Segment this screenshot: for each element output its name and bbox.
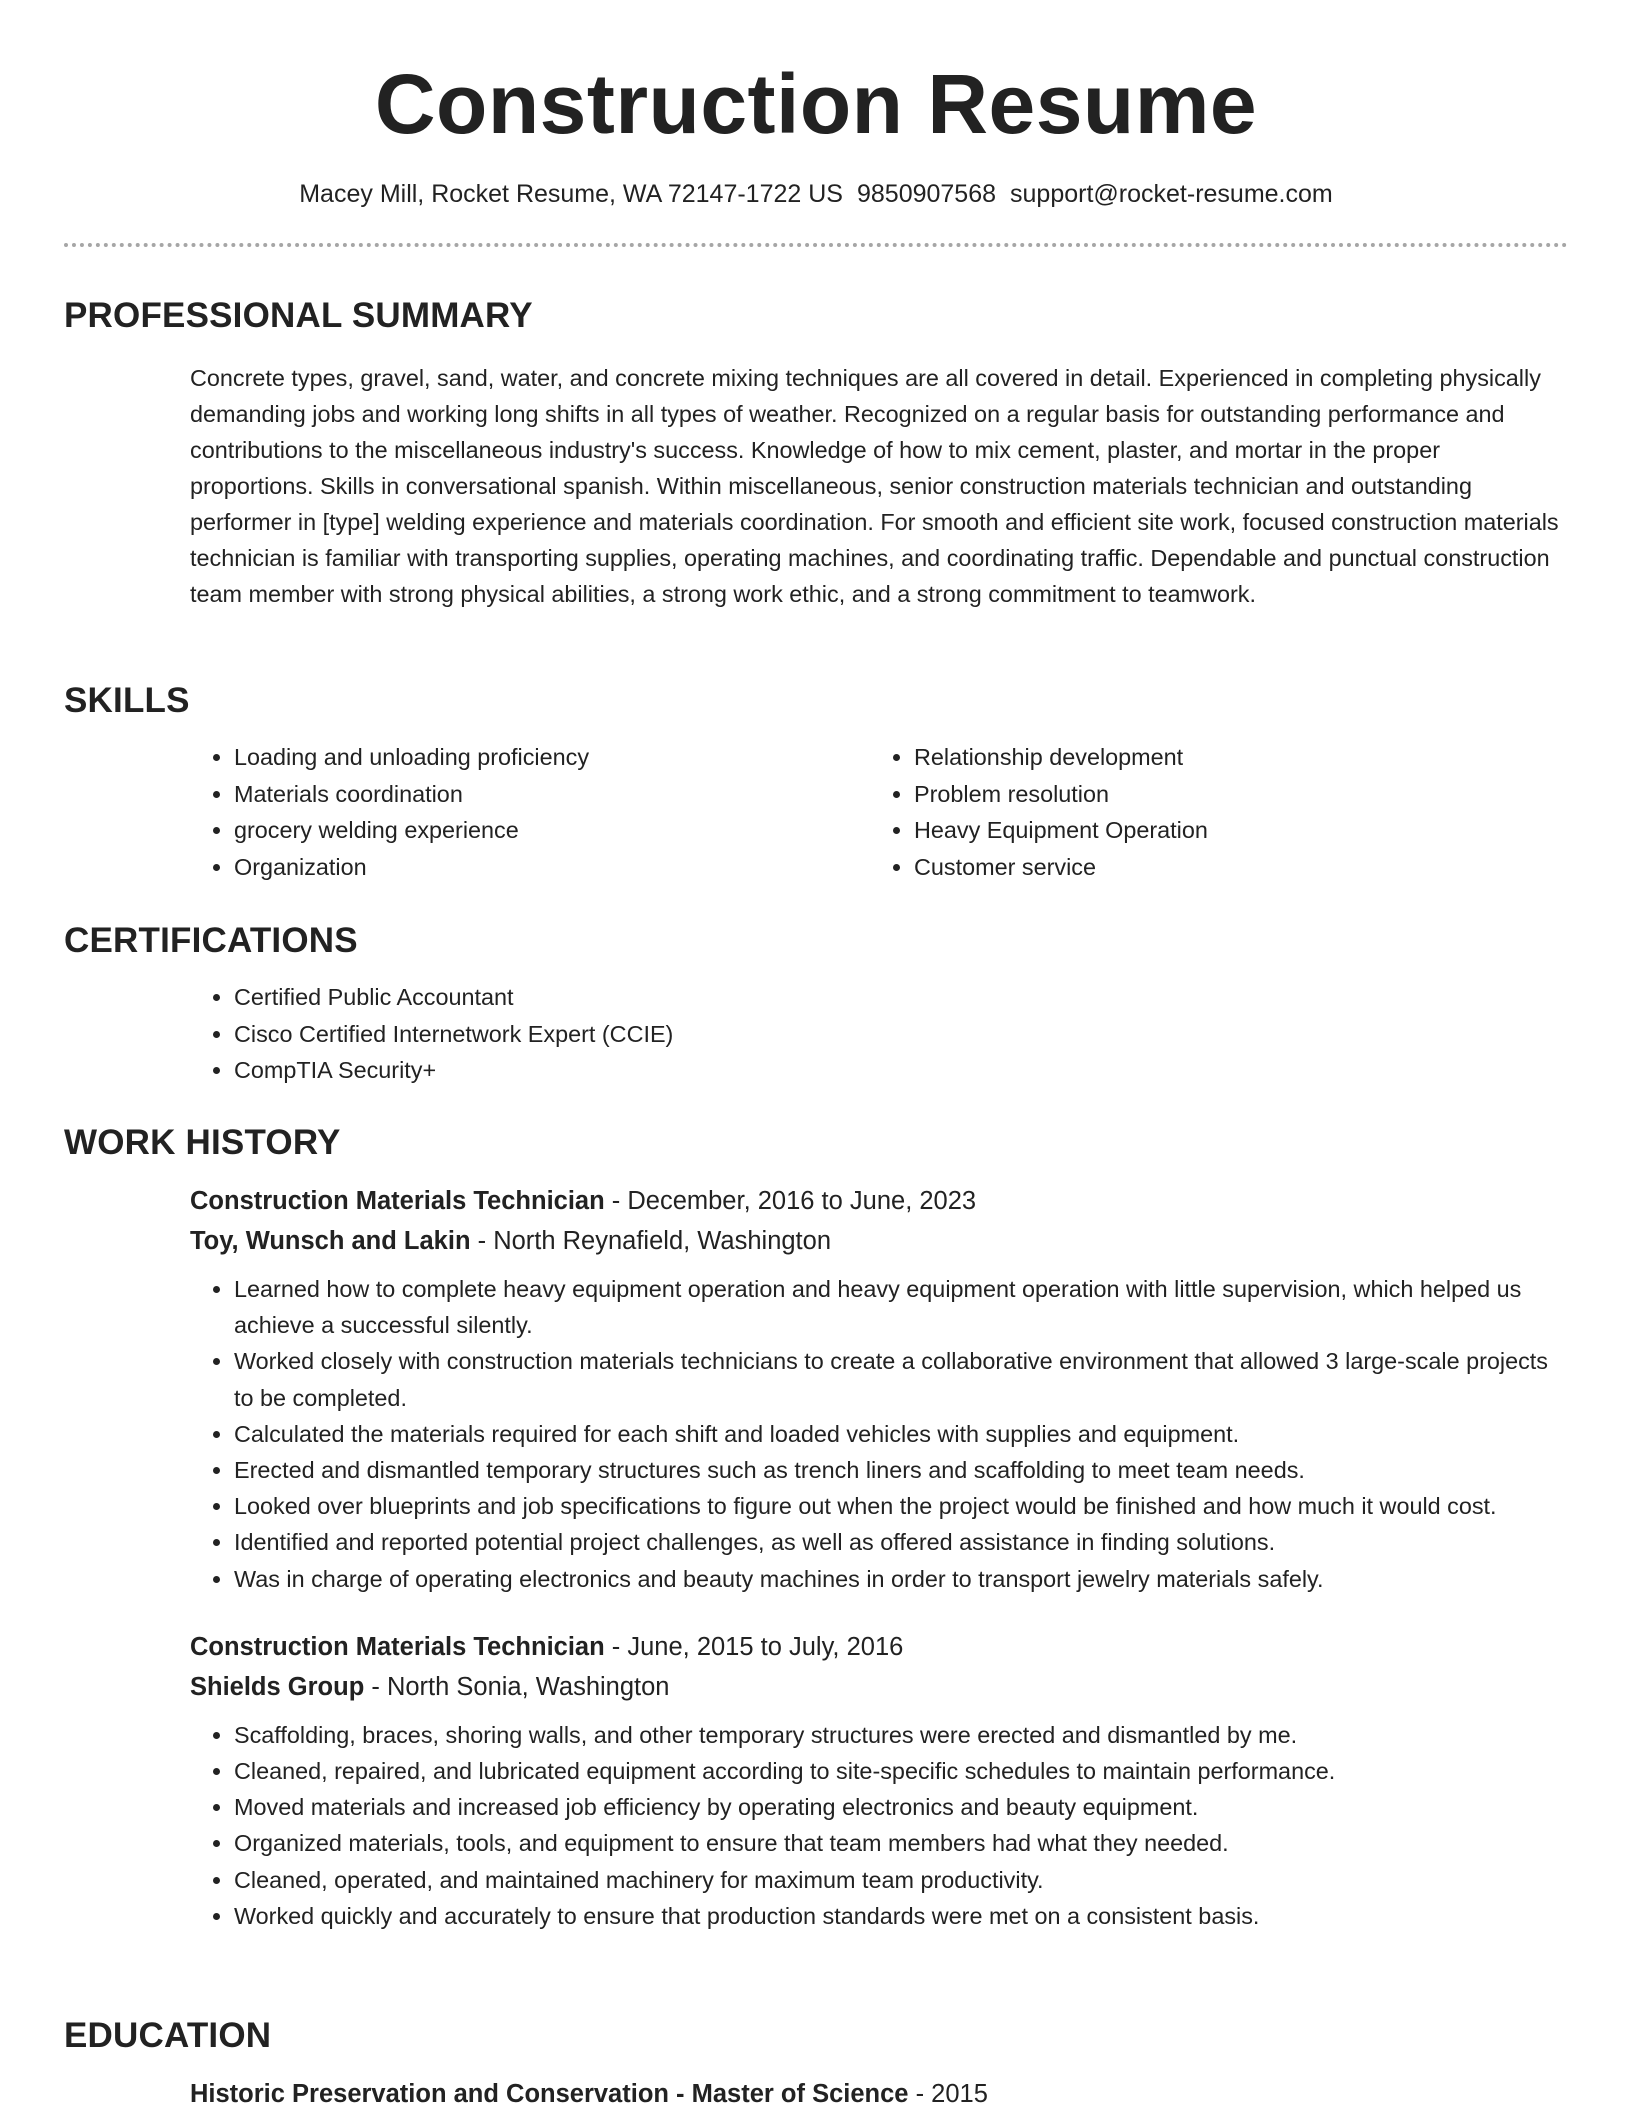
job-title-line: [190, 1181, 1568, 1221]
contact-address: Macey Mill, Rocket Resume, WA 72147-1722 US: [299, 180, 843, 208]
certifications-list: [64, 979, 1568, 1089]
skill-item: • Heavy Equipment Operation: [914, 812, 1424, 849]
job-bullet: • Learned how to complete heavy equipment operation and heavy equipment operation with little supervision, which helped us achieve a successful silently.: [234, 1271, 1568, 1343]
skill-item: • Customer service: [914, 849, 1424, 886]
job-entry: [190, 1181, 1568, 1597]
education-year: - 2015: [908, 2080, 988, 2108]
contact-phone: 9850907568: [856, 180, 997, 208]
job-bullet-list: [190, 1271, 1568, 1597]
job-bullet: • Worked quickly and accurately to ensure that production standards were met on a consistent basis.: [234, 1898, 1568, 1934]
job-title: Construction Materials Technician: [190, 1632, 605, 1661]
skill-item: • grocery welding experience: [234, 812, 744, 849]
job-bullet: • Organized materials, tools, and equipment to ensure that team members had what they needed.: [234, 1825, 1568, 1861]
summary-heading: PROFESSIONAL SUMMARY: [64, 296, 533, 335]
certification-item: • Cisco Certified Internetwork Expert (CCIE): [234, 1016, 1568, 1053]
header-divider: [64, 243, 1568, 247]
skill-item: • Materials coordination: [234, 776, 744, 813]
job-bullet: • Was in charge of operating electronics and beauty machines in order to transport jewelry materials safely.: [234, 1561, 1568, 1597]
certification-item: • CompTIA Security+: [234, 1052, 1568, 1089]
certifications-section: [64, 921, 1568, 1089]
certifications-heading: CERTIFICATIONS: [64, 921, 358, 960]
skills-section: [64, 681, 1568, 885]
education-degree: Historic Preservation and Conservation - Master of Science: [190, 2080, 909, 2108]
education-heading: EDUCATION: [64, 2016, 272, 2055]
page-title: Construction Resume: [374, 57, 1258, 151]
work-history-heading: WORK HISTORY: [64, 1123, 341, 1162]
contact-line: [64, 180, 1568, 209]
contact-email[interactable]: support@rocket-resume.com: [1010, 180, 1333, 208]
job-location: - North Sonia, Washington: [364, 1672, 670, 1701]
education-section: [64, 2016, 1568, 2114]
skill-item: • Problem resolution: [914, 776, 1424, 813]
job-bullet: • Looked over blueprints and job specifications to figure out when the project would be finished and how much it would cost.: [234, 1488, 1568, 1524]
job-company: Toy, Wunsch and Lakin: [190, 1227, 471, 1255]
skills-list-left: [64, 739, 744, 885]
job-dates: - December, 2016 to June, 2023: [604, 1187, 977, 1215]
job-title: Construction Materials Technician: [190, 1187, 605, 1215]
skill-item: • Organization: [234, 849, 744, 886]
job-company: Shields Group: [190, 1672, 365, 1701]
job-bullet: • Scaffolding, braces, shoring walls, and other temporary structures were erected and dismantled by me.: [234, 1717, 1568, 1753]
job-company-line: [190, 1667, 1568, 1707]
summary-text: Concrete types, gravel, sand, water, and concrete mixing techniques are all covered in detail. Experienced in completing physically demanding jobs and working long shifts in all types of weather. Recognized on a regular basis for outstanding performance and contributions to the miscellaneous industry's success. Knowledge of how to mix cement, plaster, and mortar in the proper proportions. Skills in conversational spanish. Within miscellaneous, senior construction materials technician and outstanding performer in [type] welding experience and materials coordination. For smooth and efficient site work, focused construction materials technician is familiar with transporting supplies, operating machines, and coordinating traffic. Dependable and punctual construction team member with strong physical abilities, a strong work ethic, and a strong commitment to teamwork.: [190, 365, 1559, 607]
job-bullet: • Cleaned, operated, and maintained machinery for maximum team productivity.: [234, 1862, 1568, 1898]
skill-item: • Relationship development: [914, 739, 1424, 776]
job-bullet: • Worked closely with construction materials technicians to create a collaborative environment that allowed 3 large-scale projects to be completed.: [234, 1343, 1568, 1415]
job-company-line: [190, 1221, 1568, 1261]
skills-heading: SKILLS: [64, 681, 190, 720]
skill-item: • Loading and unloading proficiency: [234, 739, 744, 776]
job-bullet: • Moved materials and increased job efficiency by operating electronics and beauty equipment.: [234, 1789, 1568, 1825]
job-bullet-list: [190, 1717, 1568, 1934]
work-history-section: [64, 1123, 1568, 1934]
skills-list-right: [744, 739, 1424, 885]
education-entry: [190, 2074, 1568, 2114]
job-bullet: • Calculated the materials required for each shift and loaded vehicles with supplies and equipment.: [234, 1416, 1568, 1452]
job-entry: [190, 1627, 1568, 1934]
skills-columns: [64, 739, 1568, 885]
job-location: - North Reynafield, Washington: [470, 1227, 832, 1255]
summary-section: [64, 296, 1568, 612]
education-line: [190, 2074, 1568, 2114]
job-bullet: • Identified and reported potential project challenges, as well as offered assistance in finding solutions.: [234, 1524, 1568, 1560]
job-dates: - June, 2015 to July, 2016: [604, 1632, 904, 1661]
certification-item: • Certified Public Accountant: [234, 979, 1568, 1016]
job-title-line: [190, 1627, 1568, 1667]
job-bullet: • Cleaned, repaired, and lubricated equipment according to site-specific schedules to maintain performance.: [234, 1753, 1568, 1789]
job-bullet: • Erected and dismantled temporary structures such as trench liners and scaffolding to meet team needs.: [234, 1452, 1568, 1488]
